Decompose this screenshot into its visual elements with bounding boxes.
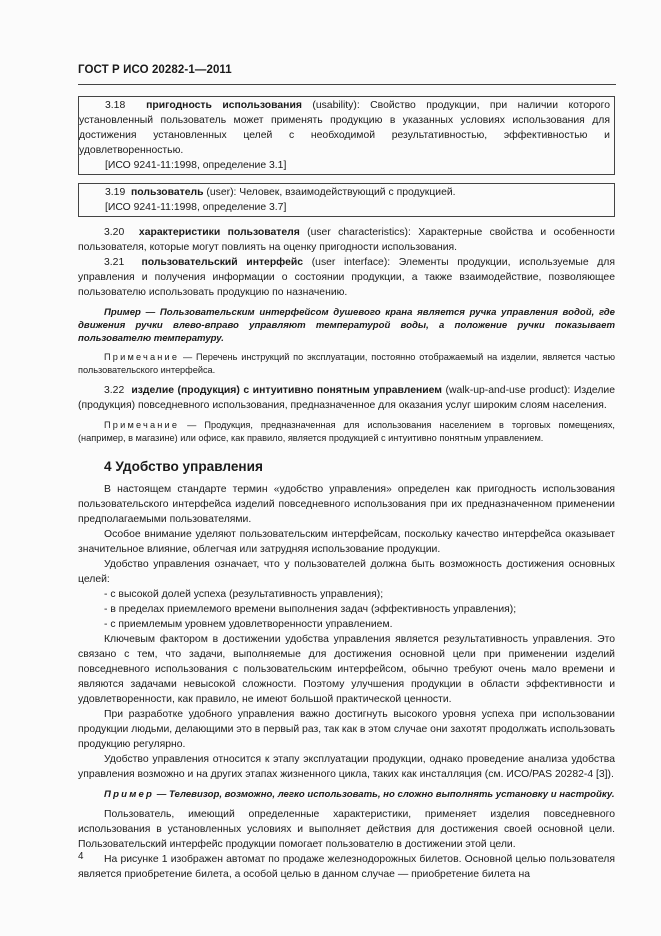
def-text: (user): Человек, взаимодействующий с продукцией. (203, 187, 456, 198)
body-paragraph: Удобство управления относится к этапу эксплуатации продукции, однако проведение анализа удобства управления возможно и на других этапах жизненного цикла, таких как инсталляция (см. ИСО/PAS 20282-4 [3]). (78, 754, 615, 780)
note-label: Примечание (104, 352, 180, 362)
def-term: пользовательский интерфейс (141, 257, 304, 268)
note-walk-up-products (78, 419, 615, 445)
definition-box-3-18 (78, 96, 615, 175)
note-text: — Продукция, предназначенная для использования населением в торговых помещениях, (например, в магазине) или офисе, как правило, является продукцией с интуитивно понятным управлением. (78, 420, 615, 443)
body-paragraph: Пользователь, имеющий определенные характеристики, применяет изделия повседневного использования в установленных условиях и выполняет действия для достижения своей основной цели. Пользовательский интерфейс продукции помогает пользователю в достижении этой цели. (78, 809, 615, 850)
example-tv (78, 788, 615, 801)
body-paragraph: При разработке удобного управления важно достигнуть высокого уровня успеха при использовании продукции людьми, делающими это в первый раз, так как в этом случае они захотят продолжать использовать продукцию регулярно. (78, 709, 615, 750)
example-shower-tap: Пример — Пользовательским интерфейсом душевого крана является ручка управления водой, где движения ручки влево-вправо управляют температурой воды, а положение ручки показывает пользователю температуру. (78, 307, 615, 344)
body-paragraph: Особое внимание уделяют пользовательским интерфейсам, поскольку качество интерфейса оказывает значительное влияние, облегчая или затрудняя использование продукции. (78, 529, 615, 555)
def-number: 3.20 (104, 227, 125, 238)
def-term: пользователь (131, 187, 204, 198)
def-text: (user characteristics): Характерные свойства и особенности пользователя, которые могут повлиять на оценку пригодности использования. (78, 227, 615, 253)
def-text: (walk-up-and-use product): Изделие (продукция) повседневного использования, предназначенное для оказания услуг широким слоям населения. (78, 385, 615, 411)
definition-box-3-19 (78, 183, 615, 217)
def-term: характеристики пользователя (138, 227, 300, 238)
definition-3-22 (78, 383, 615, 413)
body-paragraph: Ключевым фактором в достижении удобства управления является результативность управления. Это связано с тем, что задачи, выполняемые для достижения основной цели при применении изделий повседневного использования с пользовательским интерфейсом, обычно требуют очень мало времени и являются задачами невысокой сложности. Поэтому улучшения продукции в области эффективности и удовлетворенности, как правило, не имеют большой практической ценности. (78, 634, 615, 705)
definition-3-19 (79, 185, 610, 200)
section-heading: 4 Удобство управления (104, 459, 263, 474)
def-term: пригодность использования (146, 100, 302, 111)
def-number: 3.18 (105, 100, 126, 111)
header-rule (78, 84, 616, 85)
list-item: - в пределах приемлемого времени выполнения задач (эффективность управления); (104, 604, 517, 615)
page-header-doc-code: ГОСТ Р ИСО 20282-1—2011 (78, 64, 232, 76)
def-reference: [ИСО 9241-11:1998, определение 3.1] (105, 160, 287, 171)
definition-3-18 (79, 98, 610, 158)
body-paragraph: В настоящем стандарте термин «удобство управления» определен как пригодность использования пользовательского интерфейса изделий повседневного использования при их предназначенном применении предполагаемыми пользователями. (78, 484, 615, 525)
def-term: изделие (продукция) с интуитивно понятным управлением (131, 385, 442, 396)
def-number: 3.21 (104, 257, 125, 268)
def-number: 3.22 (104, 385, 125, 396)
body-paragraph: На рисунке 1 изображен автомат по продаже железнодорожных билетов. Основной целью пользователя является приобретение билета, а особой целью в данном случае — приобретение билета на (78, 854, 615, 880)
page-number: 4 (78, 851, 84, 862)
def-number: 3.19 (105, 187, 126, 198)
def-reference: [ИСО 9241-11:1998, определение 3.7] (105, 202, 287, 213)
example-label: Пример (104, 789, 155, 800)
page-content (78, 96, 615, 882)
example-text: — Телевизор, возможно, легко использовать, но сложно выполнять установку и настройку. (154, 789, 615, 800)
note-label: Примечание (104, 420, 180, 430)
def-text: (user interface): Элементы продукции, используемые для управления и получения информации о состоянии продукции, а также взаимодействие, позволяющее пользователю использовать продукцию по назначению. (78, 257, 615, 298)
definition-3-20 (78, 225, 615, 255)
list-item: - с приемлемым уровнем удовлетворенности управлением. (104, 619, 393, 630)
def-text: (usability): Свойство продукции, при наличии которого установленный пользователь может применять продукцию в указанных условиях использования для достижения установленных целей с необходимой результативностью, эффективностью и удовлетворенностью. (79, 100, 610, 156)
list-item: - с высокой долей успеха (результативность управления); (104, 589, 384, 600)
body-paragraph: Удобство управления означает, что у пользователей должна быть возможность достижения основных целей: (78, 559, 615, 585)
note-text: — Перечень инструкций по эксплуатации, постоянно отображаемый на изделии, является частью пользовательского интерфейса. (78, 352, 615, 375)
definition-3-21 (78, 255, 615, 300)
note-instructions (78, 351, 615, 377)
